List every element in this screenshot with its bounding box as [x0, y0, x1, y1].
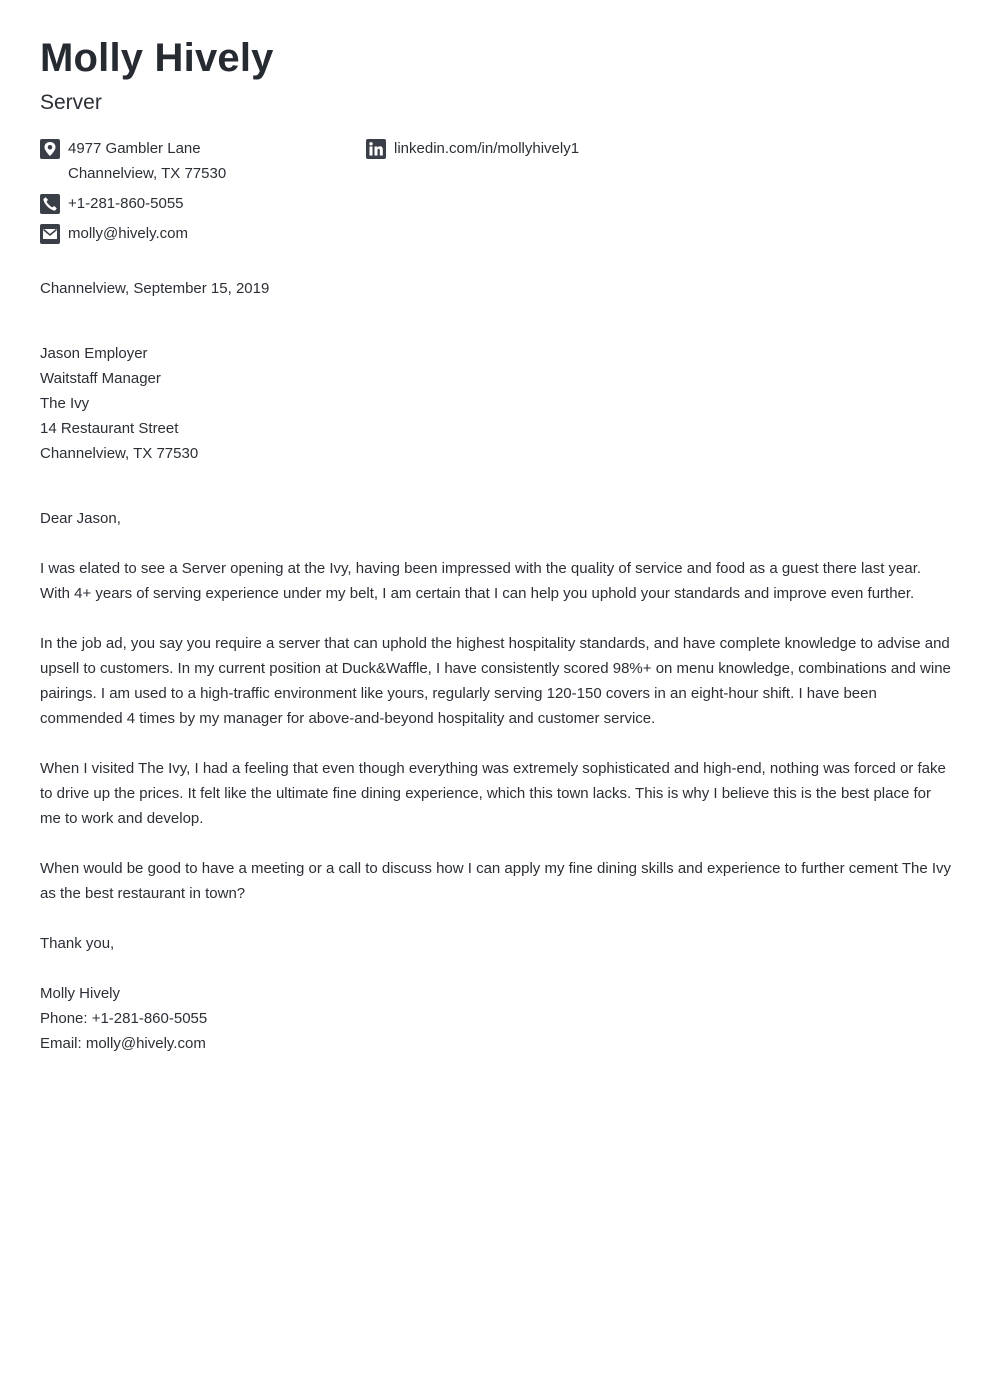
recipient-city: Channelview, TX 77530: [40, 445, 199, 462]
contact-address: [40, 139, 226, 186]
signature-phone: Phone: +1-281-860-5055: [40, 1010, 208, 1027]
recipient-street: 14 Restaurant Street: [40, 420, 179, 437]
body-paragraph-3: When I visited The Ivy, I had a feeling that even though everything was extremely sophisticated and high-end, nothing was forced or fake to drive up the prices. It felt like the ultimate fine dining experience, which this town lacks. This is why I believe this is the best place for me to work and develop.: [40, 760, 946, 827]
address-line-2: Channelview, TX 77530: [68, 165, 227, 182]
signature-email: Email: molly@hively.com: [40, 1035, 206, 1052]
recipient-block: [40, 341, 198, 466]
phone-icon: [40, 194, 60, 214]
letter-date: Channelview, September 15, 2019: [40, 280, 270, 297]
address-line-1: 4977 Gambler Lane: [68, 140, 201, 157]
contact-email: [40, 224, 188, 246]
body-paragraph-1: I was elated to see a Server opening at the Ivy, having been impressed with the quality of service and food as a guest there last year. With 4+ years of serving experience under my belt, I am certain that I can help you uphold your standards and improve even further.: [40, 560, 922, 602]
contact-linkedin: [366, 139, 579, 161]
recipient-company: The Ivy: [40, 395, 90, 412]
contact-phone: [40, 194, 184, 216]
signature-name: Molly Hively: [40, 985, 121, 1002]
linkedin-link[interactable]: linkedin.com/in/mollyhively1: [394, 140, 580, 157]
signature-block: [40, 981, 207, 1056]
body-paragraph-2: In the job ad, you say you require a server that can uphold the highest hospitality standards, and have complete knowledge to advise and upsell to customers. In my current position at Duck&Waffle, I have consistently scored 98%+ on menu knowledge, combinations and wine pairings. I am used to a high-traffic environment like yours, regularly serving 120-150 covers in an eight-hour shift. I have been commended 4 times by my manager for above-and-beyond hospitality and customer service.: [40, 635, 951, 727]
recipient-position: Waitstaff Manager: [40, 370, 161, 387]
applicant-name: Molly Hively: [40, 36, 274, 80]
recipient-name: Jason Employer: [40, 345, 148, 362]
linkedin-icon: [366, 139, 386, 159]
letter-closing: Thank you,: [40, 935, 115, 952]
letter-greeting: Dear Jason,: [40, 510, 121, 527]
body-paragraph-4: When would be good to have a meeting or a call to discuss how I can apply my fine dining skills and experience to further cement The Ivy as the best restaurant in town?: [40, 860, 952, 902]
location-pin-icon: [40, 139, 60, 159]
envelope-icon: [40, 224, 60, 244]
applicant-job-title: Server: [40, 91, 102, 114]
email-address[interactable]: molly@hively.com: [68, 225, 188, 242]
phone-number[interactable]: +1-281-860-5055: [68, 195, 184, 212]
